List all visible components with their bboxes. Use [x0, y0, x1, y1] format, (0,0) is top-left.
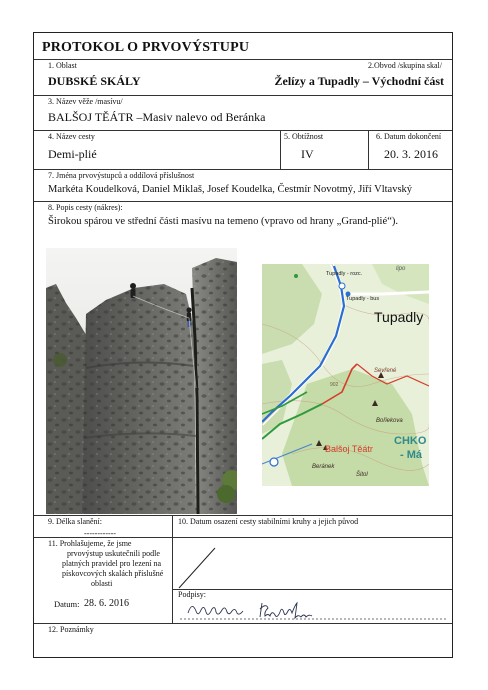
area-value: DUBSKÉ SKÁLY	[48, 74, 141, 88]
signatures-label: Podpisy:	[178, 590, 207, 599]
map-label-bus: Tupadly - bus	[346, 296, 380, 302]
page-title: PROTOKOL O PRVOVÝSTUPU	[42, 40, 250, 55]
completion-label: 6. Datum dokončení	[376, 132, 442, 141]
divider	[34, 130, 452, 131]
map-label-sevrene: Sevřené	[374, 368, 397, 374]
tower-label: 3. Název věže /masívu/	[48, 97, 123, 106]
route-label: 4. Název cesty	[48, 132, 95, 141]
declaration-line: prvovýstup uskutečnili podle	[67, 549, 160, 558]
divider	[34, 59, 452, 60]
declaration-label: 11. Prohlašujeme, že jsme	[48, 539, 132, 548]
divider	[172, 589, 452, 590]
map-label-902: 902	[330, 382, 339, 388]
description-label: 8. Popis cesty (nákres):	[48, 203, 123, 212]
date-label: Datum:	[54, 599, 80, 609]
protocol-form	[33, 32, 453, 658]
rappel-label: 9. Délka slanění:	[48, 517, 102, 526]
difficulty-label: 5. Obtížnost	[284, 132, 324, 141]
map-label-boriekova: Bořiekova	[376, 418, 403, 424]
map-label-balsoj: Balšoj Těátr	[325, 444, 373, 454]
divider	[34, 201, 452, 202]
rappel-value: ------------	[84, 529, 116, 538]
map-label-rozc: Tupadly - rozc.	[326, 271, 363, 277]
map-label-sitol: Šitol	[356, 472, 368, 478]
climbing-photo	[46, 248, 237, 514]
route-map	[262, 264, 429, 486]
strike-line	[173, 538, 453, 594]
signature-line	[180, 617, 446, 621]
difficulty-value: IV	[301, 147, 314, 161]
divider	[368, 130, 369, 169]
declaration-line: platných pravidel pro lezení na	[62, 559, 162, 568]
climbers-label: 7. Jména prvovýstupců a oddílová příslušnost	[48, 171, 195, 180]
divider	[34, 515, 452, 516]
route-value: Demi-plié	[48, 147, 97, 161]
notes-label: 12. Poznámky	[48, 625, 94, 634]
map-label-chko: CHKO	[394, 435, 427, 447]
divider	[34, 169, 452, 170]
completion-value: 20. 3. 2016	[384, 147, 438, 161]
district-label: 2.Obvod /skupina skal/	[368, 61, 442, 70]
district-value: Želízy a Tupadly – Východní část	[274, 74, 444, 88]
divider	[280, 130, 281, 169]
map-label-beranek: Beránek	[312, 464, 335, 470]
declaration-line: pískovcových skalách příslušné	[62, 569, 164, 578]
tower-value: BALŠOJ TĚÁTR –Masiv nalevo od Beránka	[48, 110, 266, 124]
anchors-label: 10. Datum osazení cesty stabilními kruhy a jejich původ	[178, 517, 359, 526]
climbers-value: Markéta Koudelková, Daniel Miklaš, Josef Koudelka, Čestmír Novotmý, Jiří Vltavský	[48, 184, 413, 195]
description-value: Širokou spárou ve střední části masívu na temeno (vpravo od hrany „Grand-plié“).	[48, 216, 399, 227]
divider	[34, 623, 452, 624]
area-label: 1. Oblast	[48, 61, 77, 70]
map-label-lipo: lipo	[396, 266, 406, 272]
map-label-town: Tupadly	[374, 309, 424, 325]
date-value: 28. 6. 2016	[84, 598, 129, 609]
declaration-line: oblasti	[91, 579, 113, 588]
divider	[34, 95, 452, 96]
map-label-ma: - Má	[400, 449, 422, 461]
